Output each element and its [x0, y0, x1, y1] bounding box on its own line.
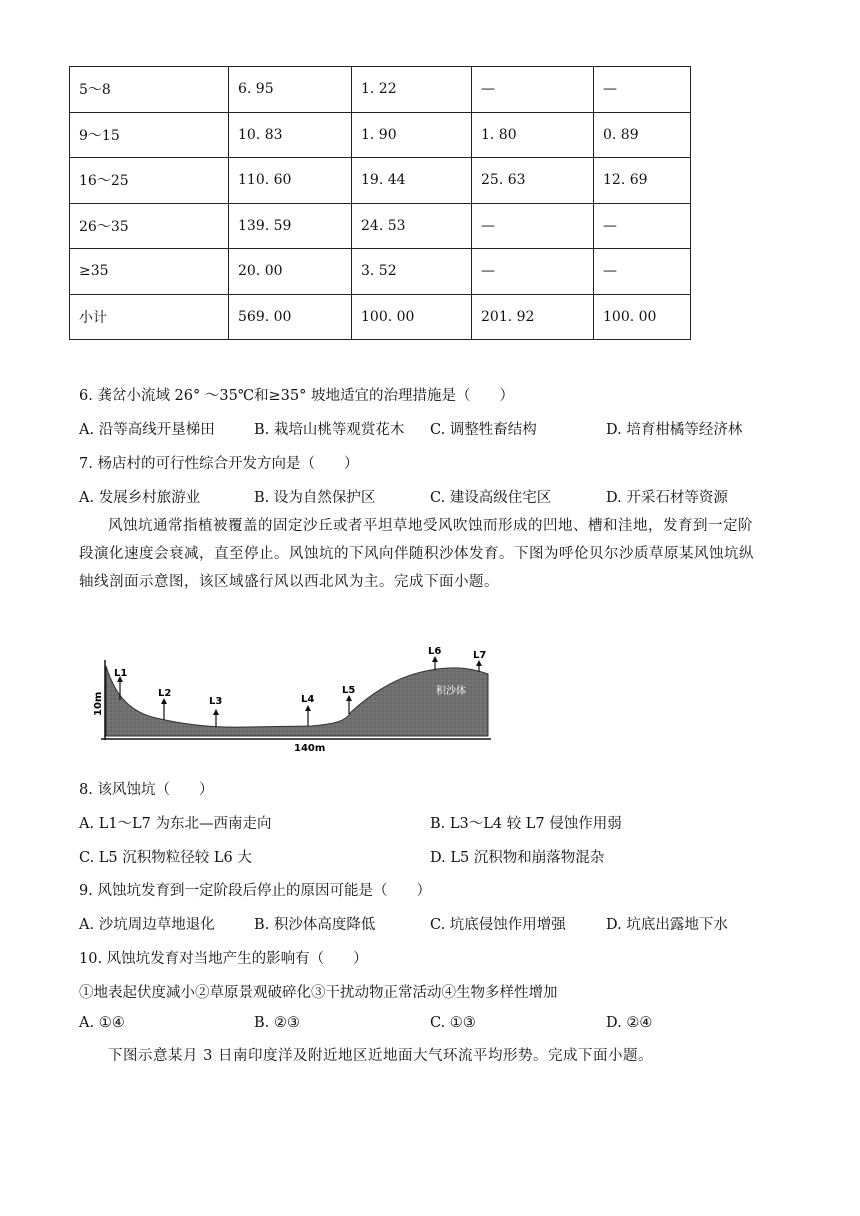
question-9-option-a: A. 沙坑周边草地退化 [79, 917, 215, 933]
table-row [70, 203, 691, 249]
table-cell: 24. 53 [352, 203, 472, 249]
question-9-stem: 9. 风蚀坑发育到一定阶段后停止的原因可能是（ ） [79, 883, 431, 899]
marker-l4 [301, 694, 314, 726]
table-cell: — [472, 67, 594, 113]
table-cell: — [594, 67, 691, 113]
table-row [70, 112, 691, 158]
marker-l2 [158, 688, 171, 720]
question-7-option-a: A. 发展乡村旅游业 [79, 490, 201, 506]
marker-label: L1 [114, 668, 128, 679]
marker-label: L7 [473, 650, 487, 661]
table-cell: 0. 89 [594, 112, 691, 158]
question-7-stem: 7. 杨店村的可行性综合开发方向是（ ） [79, 456, 359, 472]
deposit-label: 积沙体 [436, 686, 466, 697]
table-row [70, 67, 691, 113]
table-cell: 3. 52 [352, 249, 472, 295]
question-8-option-a: A. L1～L7 为东北—西南走向 [79, 816, 272, 832]
marker-l6 [428, 646, 441, 670]
table-row [70, 158, 691, 204]
question-7-option-b: B. 设为自然保护区 [254, 490, 376, 506]
data-table [69, 66, 691, 340]
marker-label: L2 [158, 688, 172, 699]
table-cell: 26～35 [70, 203, 229, 249]
table-cell: 139. 59 [229, 203, 352, 249]
question-6-option-a: A. 沿等高线开垦梯田 [79, 422, 215, 438]
table-cell: 1. 22 [352, 67, 472, 113]
question-9-option-b: B. 积沙体高度降低 [254, 917, 376, 933]
question-10-option-b: B. ②③ [254, 1015, 300, 1031]
question-10-stem: 10. 风蚀坑发育对当地产生的影响有（ ） [79, 951, 368, 967]
table-cell: 12. 69 [594, 158, 691, 204]
table-cell: — [594, 203, 691, 249]
table-cell: 1. 90 [352, 112, 472, 158]
table-cell: — [472, 203, 594, 249]
question-10-option-a: A. ①④ [79, 1015, 125, 1031]
table-cell: 1. 80 [472, 112, 594, 158]
table-cell: 20. 00 [229, 249, 352, 295]
question-8-option-c: C. L5 沉积物粒径较 L6 大 [79, 850, 252, 866]
table-cell: 25. 63 [472, 158, 594, 204]
marker-l7 [473, 650, 486, 672]
length-label: 140m [294, 743, 326, 754]
table-row [70, 249, 691, 295]
marker-l3 [209, 696, 222, 727]
marker-label: L6 [428, 646, 442, 657]
question-8-option-d: D. L5 沉积物和崩落物混杂 [430, 850, 605, 866]
intro-paragraph-circulation: 下图示意某月 3 日南印度洋及附近地区近地面大气环流平均形势。完成下面小题。 [108, 1048, 653, 1064]
table-cell: 569. 00 [229, 294, 352, 340]
question-9-option-c: C. 坑底侵蚀作用增强 [430, 917, 566, 933]
table-row [70, 294, 691, 340]
table-cell: 201. 92 [472, 294, 594, 340]
table-cell: ≥35 [70, 249, 229, 295]
question-6-option-c: C. 调整牲畜结构 [430, 422, 537, 438]
question-7-option-c: C. 建设高级住宅区 [430, 490, 552, 506]
question-10-statements: ①地表起伏度减小②草原景观破碎化③干扰动物正常活动④生物多样性增加 [79, 985, 558, 1001]
question-10-option-c: C. ①③ [430, 1015, 476, 1031]
table-cell: 100. 00 [594, 294, 691, 340]
wind-erosion-profile-figure [93, 636, 496, 754]
table-cell: 110. 60 [229, 158, 352, 204]
table-cell: 9～15 [70, 112, 229, 158]
question-8-stem: 8. 该风蚀坑（ ） [79, 782, 214, 798]
table-cell: — [472, 249, 594, 295]
question-10-option-d: D. ②④ [606, 1015, 653, 1031]
marker-label: L5 [342, 685, 356, 696]
question-6-option-d: D. 培育柑橘等经济林 [606, 422, 743, 438]
table-cell: 10. 83 [229, 112, 352, 158]
table-cell: 19. 44 [352, 158, 472, 204]
question-7-option-d: D. 开采石材等资源 [606, 490, 728, 506]
table-cell: 5～8 [70, 67, 229, 113]
question-6-stem: 6. 龚岔小流域 26° ～35℃和≥35° 坡地适宜的治理措施是（ ） [79, 388, 514, 404]
table-cell: 16～25 [70, 158, 229, 204]
question-8-option-b: B. L3～L4 较 L7 侵蚀作用弱 [430, 816, 622, 832]
table-cell: — [594, 249, 691, 295]
marker-label: L4 [301, 694, 315, 705]
table-cell: 6. 95 [229, 67, 352, 113]
intro-paragraph-wind-erosion: 风蚀坑通常指植被覆盖的固定沙丘或者平坦草地受风吹蚀而形成的凹地、槽和洼地，发育到一定阶段演化速度会衰减，直至停止。风蚀坑的下风向伴随积沙体发育。下图为呼伦贝尔沙质草原某风蚀坑纵轴线剖面示意图，该区域盛行风以西北风为主。完成下面小题。 [79, 518, 754, 590]
height-label: 10m [93, 691, 104, 716]
question-9-option-d: D. 坑底出露地下水 [606, 917, 728, 933]
question-6-option-b: B. 栽培山桃等观赏花木 [254, 422, 405, 438]
table-cell: 小计 [70, 294, 229, 340]
marker-label: L3 [209, 696, 223, 707]
table-cell: 100. 00 [352, 294, 472, 340]
